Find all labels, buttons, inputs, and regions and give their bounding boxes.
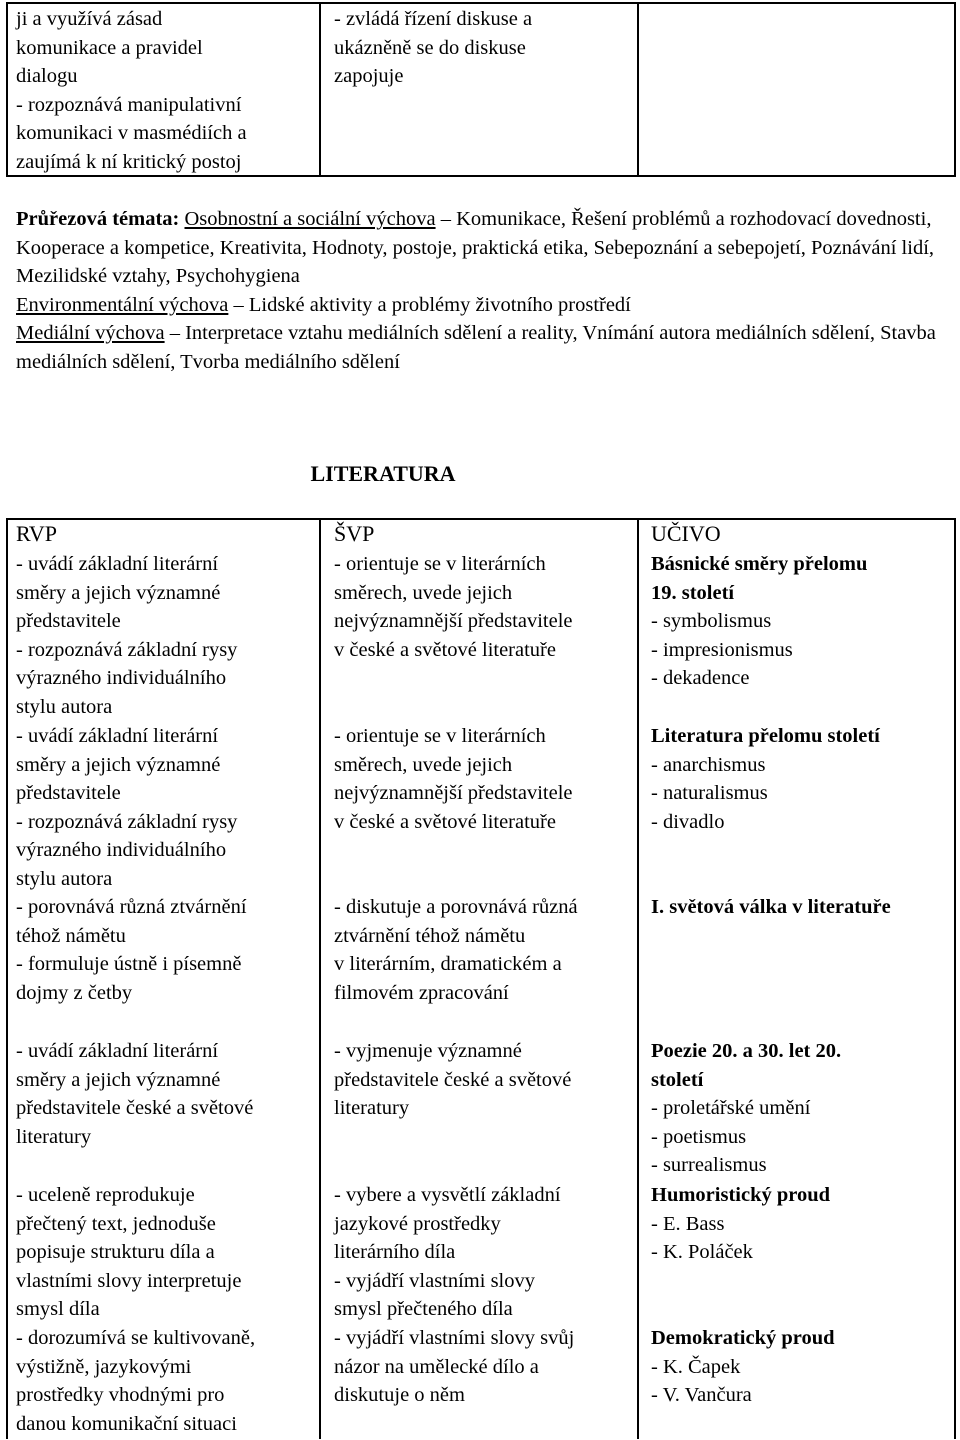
table-column-divider — [637, 2, 639, 177]
row2-ucivo — [651, 722, 951, 836]
literature-title: LITERATURA — [310, 461, 456, 486]
row5-ucivo — [651, 1181, 951, 1267]
med-text: – Interpretace vztahu mediálních sdělení a reality, Vnímání autora mediálních sdělení, Stavba mediálních sdělení, Tvorba mediálního sdělení — [16, 322, 936, 373]
row5-svp: - vybere a vysvětlí základní jazykové prostředky literárního díla - vyjádří vlastními slovy smysl přečteného díla — [334, 1184, 561, 1320]
row4-rvp: - uvádí základní literární směry a jejich významné představitele české a světové literatury — [16, 1040, 254, 1148]
row1-rvp: - uvádí základní literární směry a jejich významné představitele - rozpoznává základní rysy výrazného individuálního stylu autora — [16, 553, 238, 718]
cross-curricular-themes — [16, 205, 946, 376]
row3-svp: - diskutuje a porovnává různá ztvárnění téhož námětu v literárním, dramatickém a filmovém zpracování — [334, 896, 578, 1004]
table-border-top — [6, 2, 956, 4]
row3-rvp: - porovnává různá ztvárnění téhož námětu - formuluje ústně i písemně dojmy z četby — [16, 896, 247, 1004]
row1-svp: - orientuje se v literárních směrech, uvede jejich nejvýznamnější představitele v české a světové literatuře — [334, 553, 573, 661]
row1-ucivo-title: Básnické směry přelomu 19. století — [651, 553, 868, 604]
table-column-divider — [637, 518, 639, 1439]
table-column-divider — [319, 518, 321, 1439]
row1-ucivo — [651, 550, 951, 693]
row3-ucivo-title: I. světová válka v literatuře — [651, 896, 891, 918]
row6-ucivo — [651, 1324, 951, 1410]
row4-ucivo-items: - proletářské umění - poetismus - surrealismus — [651, 1097, 811, 1176]
row2-rvp: - uvádí základní literární směry a jejich významné představitele - rozpoznává základní rysy výrazného individuálního stylu autora — [16, 725, 238, 890]
cross-label: Průřezová témata: — [16, 208, 180, 230]
table-column-divider — [319, 2, 321, 177]
top-middle-cell: - zvládá řízení diskuse a ukázněně se do diskuse zapojuje — [334, 8, 533, 87]
top-left-cell: ji a využívá zásad komunikace a pravidel dialogu - rozpoznává manipulativní komunikaci v masmédiích a zaujímá k ní kritický postoj — [16, 8, 247, 173]
row6-ucivo-items: - K. Čapek - V. Vančura — [651, 1355, 752, 1406]
row2-ucivo-title: Literatura přelomu století — [651, 725, 880, 747]
row5-ucivo-title: Humoristický proud — [651, 1184, 831, 1206]
osv-link[interactable]: Osobnostní a sociální výchova — [184, 208, 436, 230]
header-rvp: RVP — [16, 521, 58, 546]
row5-rvp: - uceleně reprodukuje přečtený text, jednoduše popisuje strukturu díla a vlastními slovy interpretuje smysl díla — [16, 1184, 242, 1320]
table-border-right — [954, 2, 956, 177]
row2-ucivo-items: - anarchismus - naturalismus - divadlo — [651, 753, 768, 833]
env-link[interactable]: Environmentální výchova — [16, 293, 229, 316]
table-border-left — [6, 518, 8, 1439]
row4-ucivo-title: Poezie 20. a 30. let 20. století — [651, 1040, 842, 1091]
header-ucivo: UČIVO — [651, 521, 721, 546]
row4-svp: - vyjmenuje významné představitele české a světové literatury — [334, 1040, 572, 1119]
row1-ucivo-items: - symbolismus - impresionismus - dekadence — [651, 610, 793, 689]
osv-text: – Komunikace, Řešení problémů a rozhodovací dovednosti, Kooperace a kompetice, Kreativita, Hodnoty, postoje, praktická etika, Sebepoznání a sebepojetí, Poznávání lidí, Mezilidské vztahy, Psychohygiena — [16, 208, 935, 287]
header-svp: ŠVP — [334, 521, 375, 546]
row6-svp: - vyjádří vlastními slovy svůj názor na umělecké dílo a diskutuje o něm — [334, 1327, 575, 1406]
table-border-left — [6, 2, 8, 177]
row4-ucivo — [651, 1037, 951, 1180]
row3-ucivo — [651, 893, 951, 922]
env-text: – Lidské aktivity a problémy životního prostředí — [228, 293, 631, 316]
row5-ucivo-items: - E. Bass - K. Poláček — [651, 1212, 753, 1263]
row6-ucivo-title: Demokratický proud — [651, 1327, 835, 1349]
table-border-right — [954, 518, 956, 1439]
row2-svp: - orientuje se v literárních směrech, uvede jejich nejvýznamnější představitele v české a světové literatuře — [334, 725, 573, 833]
med-link[interactable]: Mediální výchova — [16, 322, 165, 344]
row6-rvp: - dorozumívá se kultivovaně, výstižně, jazykovými prostředky vhodnými pro danou komunikační situaci — [16, 1327, 256, 1435]
